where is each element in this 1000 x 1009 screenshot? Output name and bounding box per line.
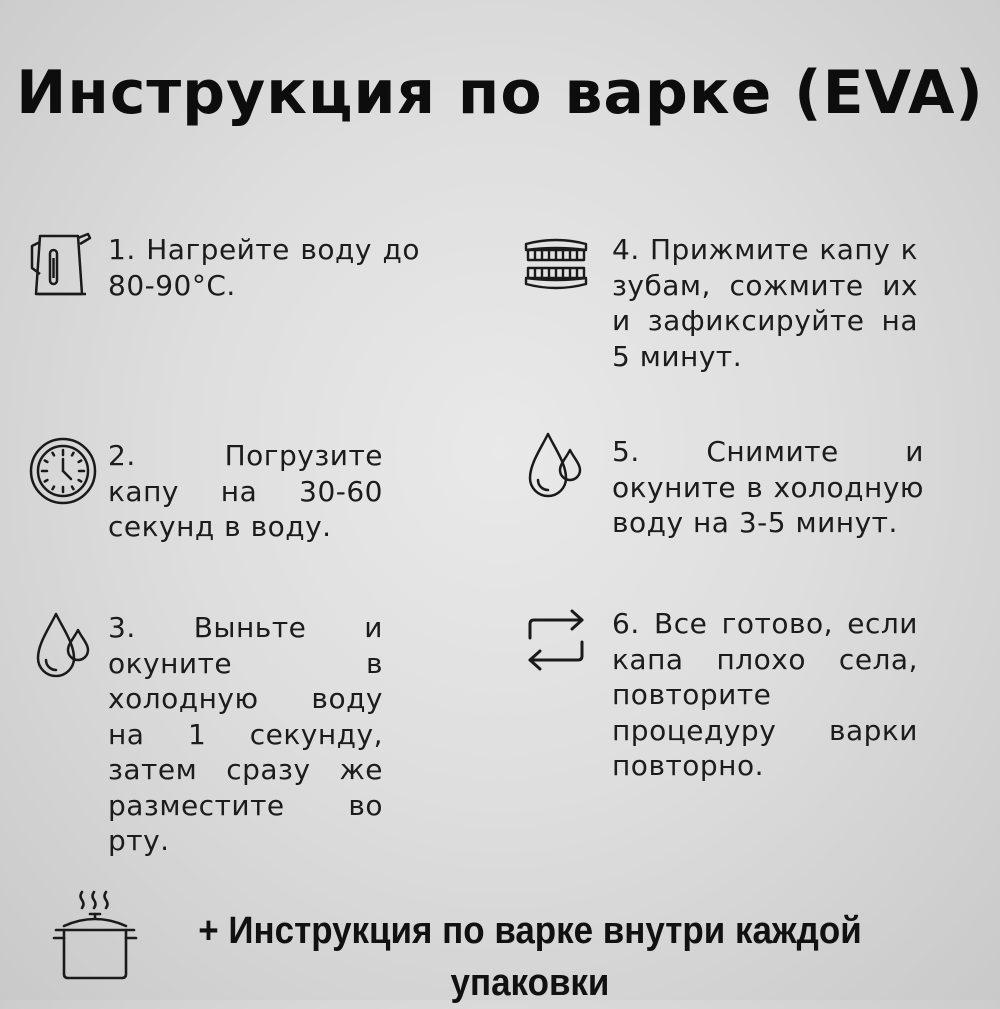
page-title: Инструкция по варке (EVA) [16,58,984,128]
step-2-text [108,438,383,545]
step-number: 5. [612,435,640,468]
step-5-text [612,434,924,541]
step-number: 1. [108,233,136,266]
step-1-text [108,232,420,303]
water-drops-icon [526,430,584,502]
step-number: 4. [612,233,640,266]
step-4-text [612,232,918,374]
step-description: Прижмите капу к зубам, сожмите их и зафиксируйте на 5 минут. [612,233,918,373]
repeat-arrows-icon [524,608,588,674]
step-description: Снимите и окуните в холодную воду на 3-5 минут. [612,435,925,539]
step-description: Выньте и окуните в холодную воду на 1 секунду, затем сразу же разместите во рту. [108,611,384,857]
step-number: 2. [108,439,136,472]
cooking-pot-icon [50,888,140,984]
step-6-text [612,606,918,784]
step-3-text [108,610,383,859]
kettle-icon [28,228,94,300]
step-number: 6. [612,607,640,640]
footer-note: + Инструкция по варке внутри каждой упаковки [198,910,862,1004]
water-drops-icon [34,610,92,682]
step-description: Погрузите капу на 30-60 секунд в воду. [108,439,383,543]
step-number: 3. [108,611,136,644]
teeth-icon [522,238,590,292]
clock-icon [28,436,98,506]
step-description: Все готово, если капа плохо села, повторите процедуру варки повторно. [612,607,918,782]
step-description: Нагрейте воду до 80-90°C. [108,233,421,302]
